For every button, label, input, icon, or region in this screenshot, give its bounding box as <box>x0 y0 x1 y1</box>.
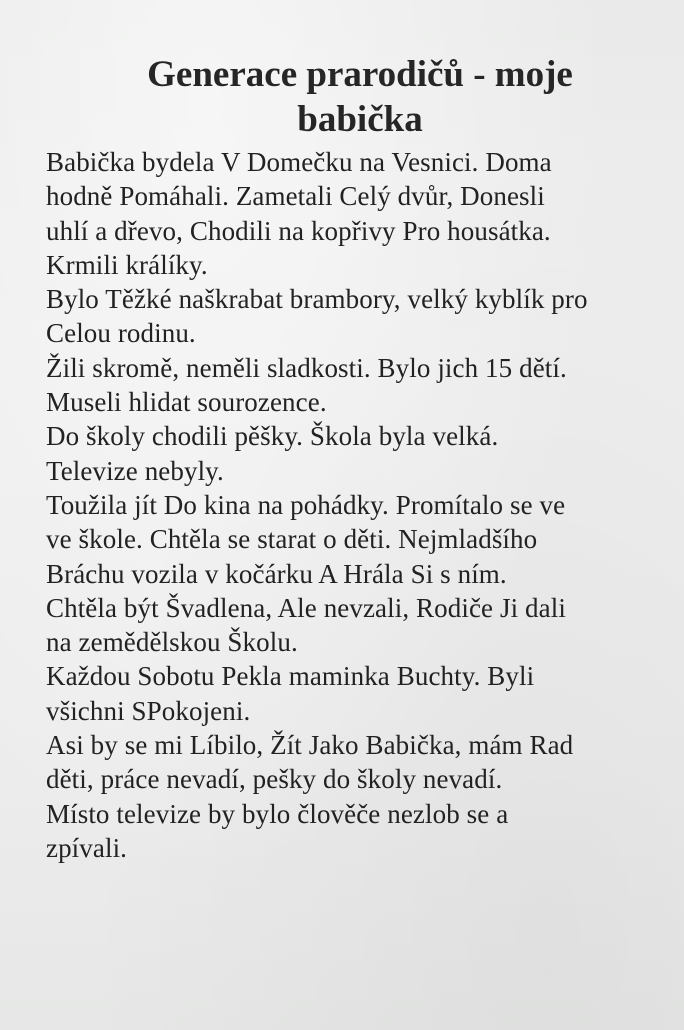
text-line: Bylo Těžké naškrabat brambory, velký kyblík pro <box>46 284 588 315</box>
text-line: děti, práce nevadí, pešky do školy nevadí. <box>46 764 503 795</box>
text-line: všichni SPokojeni. <box>46 695 251 726</box>
text-line: Do školy chodili pěšky. Škola byla velká. <box>46 421 499 452</box>
title-line-2: babička <box>297 99 423 140</box>
text-line: Krmili králíky. <box>46 249 208 280</box>
text-line: Televize nebyly. <box>46 455 224 486</box>
document-body <box>46 145 676 865</box>
text-line: Asi by se mi Líbilo, Žít Jako Babička, mám Rad <box>46 730 574 761</box>
text-line: Místo televize by bylo člověče nezlob se a <box>46 798 509 829</box>
title-line-1: Generace prarodičů - moje <box>147 54 573 95</box>
text-line: uhlí a dřevo, Chodili na kopřivy Pro housátka. <box>46 215 551 246</box>
text-line: Celou rodinu. <box>46 318 196 349</box>
text-line: zpívali. <box>46 832 128 863</box>
text-line: Museli hlidat sourozence. <box>46 387 327 418</box>
text-line: na zemědělskou Školu. <box>46 627 298 658</box>
text-line: Bráchu vozila v kočárku A Hrála Si s ním. <box>46 558 507 589</box>
text-line: Žili skromě, neměli sladkosti. Bylo jich 15 dětí. <box>46 352 567 383</box>
text-line: Chtěla být Švadlena, Ale nevzali, Rodiče Ji dali <box>46 592 566 623</box>
text-line: Babička bydela V Domečku na Vesnici. Doma <box>46 147 552 177</box>
document-title <box>60 52 660 142</box>
text-line: ve škole. Chtěla se starat o děti. Nejmladšího <box>46 524 538 555</box>
text-line: Toužila jít Do kina na pohádky. Promítalo se ve <box>46 489 566 520</box>
text-line: hodně Pomáhali. Zametali Celý dvůr, Donesli <box>46 181 545 212</box>
text-line: Každou Sobotu Pekla maminka Buchty. Byli <box>46 661 535 692</box>
